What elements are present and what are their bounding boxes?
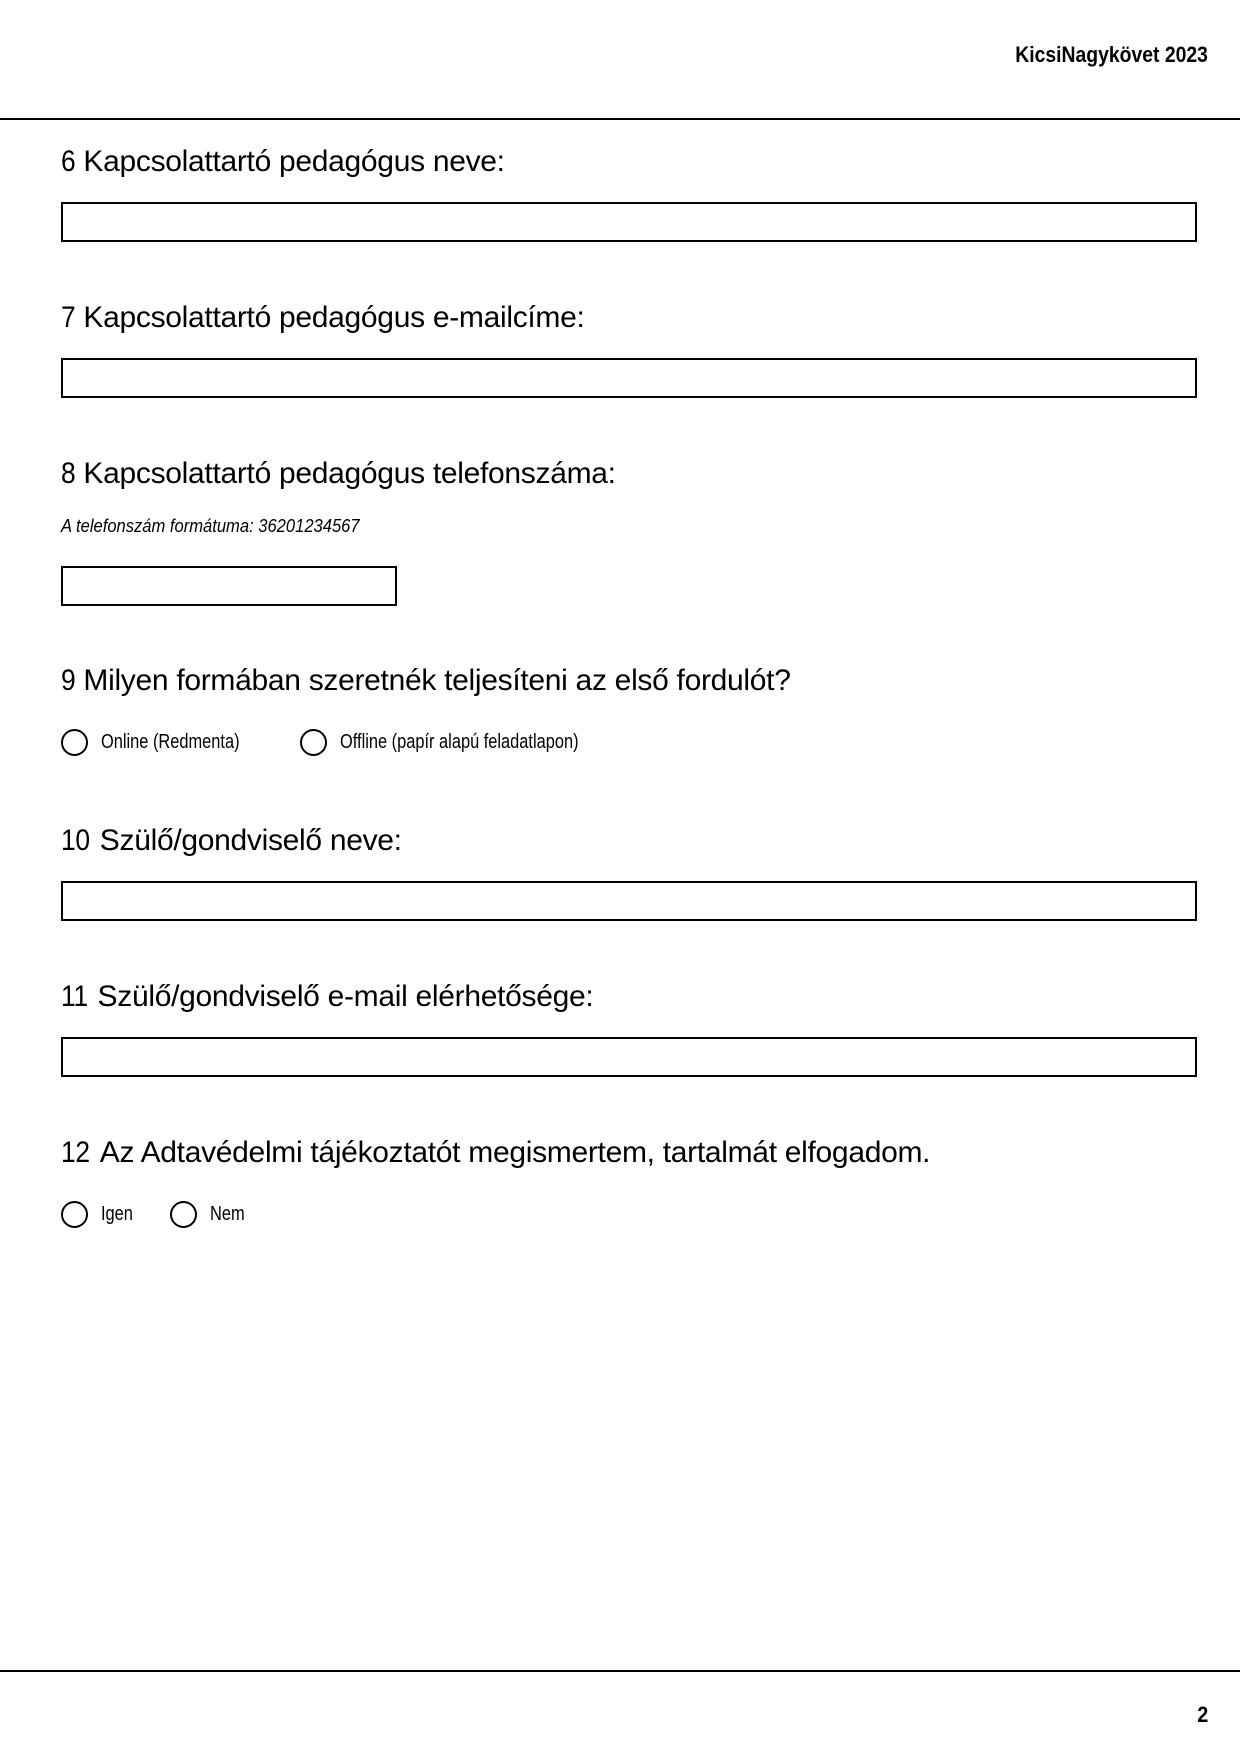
radio-option-igen[interactable] — [61, 1201, 140, 1228]
question-text: Milyen formában szeretnék teljesíteni az első fordulót? — [83, 664, 791, 697]
question-8 — [61, 457, 616, 491]
radio-option-offline[interactable] — [300, 729, 631, 756]
question-number: 11 — [61, 980, 88, 1013]
footer-divider — [0, 1670, 1240, 1672]
radio-option-nem[interactable] — [170, 1201, 252, 1228]
question-number: 10 — [61, 824, 90, 857]
question-number: 8 — [61, 457, 76, 490]
question-number: 7 — [61, 301, 76, 334]
question-number: 9 — [61, 664, 76, 697]
question-text: Az Adtavédelmi tájékoztatót megismertem, tartalmát elfogadom. — [99, 1136, 931, 1169]
radio-button[interactable] — [170, 1201, 197, 1228]
teacher-email-field[interactable] — [61, 358, 1197, 398]
privacy-consent-options — [61, 1201, 282, 1228]
radio-label: Nem — [209, 1203, 245, 1225]
question-9 — [61, 664, 791, 698]
parent-name-field[interactable] — [61, 881, 1197, 921]
header-divider — [0, 118, 1240, 120]
radio-label: Offline (papír alapú feladatlapon) — [339, 731, 579, 753]
parent-email-field[interactable] — [61, 1037, 1197, 1077]
page-number: 2 — [1196, 1702, 1208, 1727]
radio-label: Online (Redmenta) — [101, 731, 240, 753]
radio-option-online[interactable] — [61, 729, 270, 756]
participation-format-options — [61, 729, 661, 756]
question-text: Kapcsolattartó pedagógus telefonszáma: — [83, 457, 616, 490]
teacher-phone-field[interactable] — [61, 566, 397, 606]
question-10 — [61, 824, 402, 858]
question-text: Szülő/gondviselő e-mail elérhetősége: — [97, 980, 594, 1013]
radio-button[interactable] — [61, 729, 88, 756]
document-header-title: KicsiNagykövet 2023 — [1015, 42, 1208, 67]
phone-format-hint: A telefonszám formátuma: 36201234567 — [61, 516, 360, 536]
question-text: Kapcsolattartó pedagógus neve: — [83, 145, 505, 178]
radio-button[interactable] — [61, 1201, 88, 1228]
question-number: 6 — [61, 145, 76, 178]
question-text: Szülő/gondviselő neve: — [99, 824, 402, 857]
question-11 — [61, 980, 593, 1014]
question-12 — [61, 1136, 930, 1170]
question-text: Kapcsolattartó pedagógus e-mailcíme: — [83, 301, 585, 334]
question-6 — [61, 145, 505, 179]
teacher-name-field[interactable] — [61, 202, 1197, 242]
radio-button[interactable] — [300, 729, 327, 756]
question-7 — [61, 301, 585, 335]
question-number: 12 — [61, 1136, 90, 1169]
radio-label: Igen — [101, 1203, 133, 1225]
